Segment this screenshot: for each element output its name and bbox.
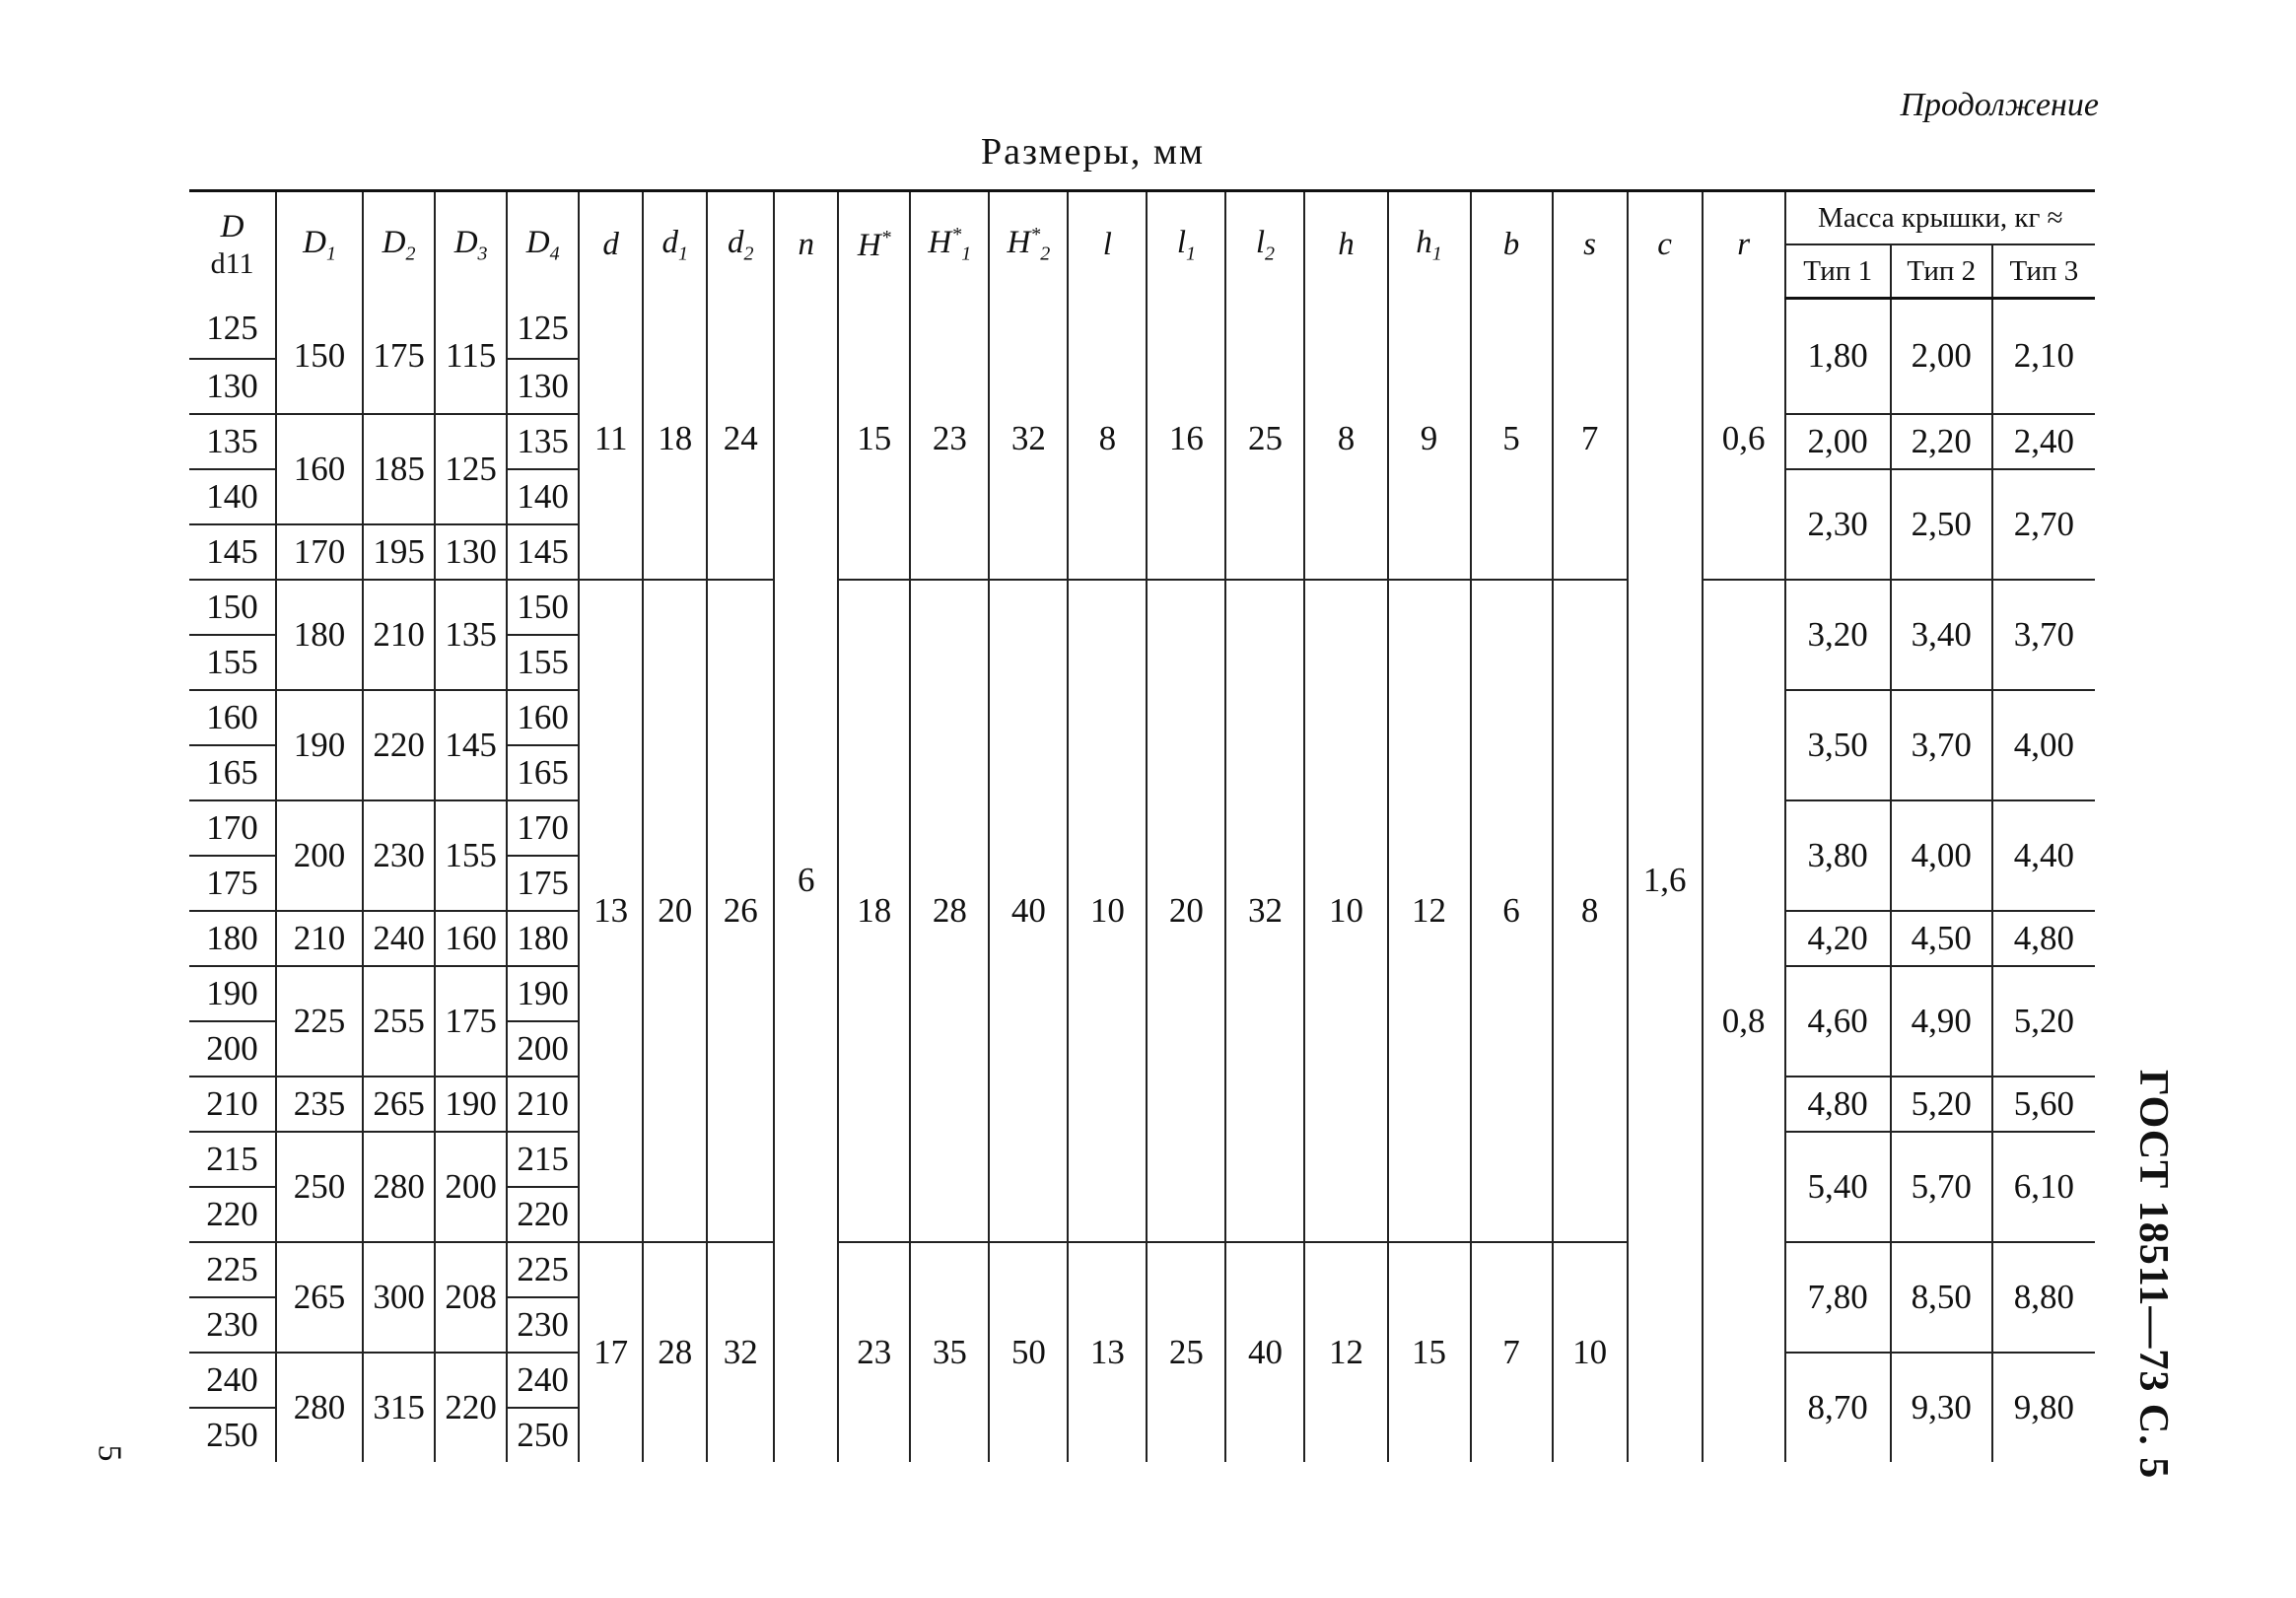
D1-cell: 150 [276, 299, 363, 414]
col-header-H2: $H^*_2$ [989, 191, 1068, 299]
D-cell: 215 [189, 1132, 276, 1187]
D4-cell: 130 [507, 359, 579, 414]
D3-cell: 155 [435, 800, 507, 911]
D-cell: 210 [189, 1077, 276, 1132]
D1-cell: 200 [276, 800, 363, 911]
D3-cell: 145 [435, 690, 507, 800]
d-cell: 17 [579, 1242, 643, 1462]
mass-type3-cell: 4,00 [1992, 690, 2095, 800]
mass-type2-cell: 4,00 [1891, 800, 1992, 911]
l-cell: 10 [1068, 580, 1147, 1242]
D4-cell: 170 [507, 800, 579, 856]
D-cell: 145 [189, 524, 276, 580]
D2-cell: 265 [363, 1077, 435, 1132]
D4-cell: 145 [507, 524, 579, 580]
mass-type2-cell: 9,30 [1891, 1353, 1992, 1462]
l-cell: 8 [1068, 299, 1147, 580]
col-header-n: n [774, 191, 838, 299]
d2-cell: 24 [707, 299, 774, 580]
D1-cell: 235 [276, 1077, 363, 1132]
col-header-H1: $H^*_1$ [910, 191, 989, 299]
d-cell: 13 [579, 580, 643, 1242]
l2-cell: 32 [1225, 580, 1304, 1242]
D3-cell: 220 [435, 1353, 507, 1462]
mass-type3-cell: 5,20 [1992, 966, 2095, 1077]
l1-cell: 25 [1147, 1242, 1225, 1462]
mass-type3-cell: 4,80 [1992, 911, 2095, 966]
col-header-D4: $D_4$ [507, 191, 579, 299]
D4-cell: 230 [507, 1297, 579, 1353]
l2-cell: 40 [1225, 1242, 1304, 1462]
H2-cell: 32 [989, 299, 1068, 580]
continuation-label: Продолжение [1900, 87, 2099, 123]
mass-type1-cell: 3,20 [1785, 580, 1891, 690]
D-cell: 125 [189, 299, 276, 359]
D-cell: 155 [189, 635, 276, 690]
D4-cell: 180 [507, 911, 579, 966]
D4-cell: 200 [507, 1021, 579, 1077]
b-cell: 6 [1471, 580, 1553, 1242]
H-cell: 23 [838, 1242, 910, 1462]
D1-cell: 210 [276, 911, 363, 966]
table-caption: Размеры, мм [981, 131, 1206, 173]
H-cell: 18 [838, 580, 910, 1242]
b-cell: 5 [1471, 299, 1553, 580]
col-header-b: b [1471, 191, 1553, 299]
mass-type2-cell: 2,00 [1891, 299, 1992, 414]
D4-cell: 215 [507, 1132, 579, 1187]
l1-cell: 20 [1147, 580, 1225, 1242]
mass-type3-cell: 2,10 [1992, 299, 2095, 414]
h-cell: 12 [1304, 1242, 1387, 1462]
D2-cell: 185 [363, 414, 435, 524]
D4-cell: 140 [507, 469, 579, 524]
D3-cell: 160 [435, 911, 507, 966]
d2-cell: 32 [707, 1242, 774, 1462]
D-cell: 250 [206, 1415, 258, 1454]
col-header-d1: $d_1$ [643, 191, 707, 299]
D4-cell: 220 [507, 1187, 579, 1242]
mass-type2-cell: 3,40 [1891, 580, 1992, 690]
d1-cell: 20 [643, 580, 707, 1242]
D-cell: 175 [189, 856, 276, 911]
mass-type1-cell: 3,50 [1785, 690, 1891, 800]
mass-type3-cell: 8,80 [1992, 1242, 2095, 1353]
D-cell: 220 [189, 1187, 276, 1242]
D4-cell: 160 [507, 690, 579, 745]
r-cell: 0,8 [1703, 580, 1785, 1462]
d-cell: 11 [579, 299, 643, 580]
h1-cell: 9 [1388, 299, 1471, 580]
mass-type2-cell: 5,70 [1891, 1132, 1992, 1242]
D-cell: 170 [189, 800, 276, 856]
col-header-D1: $D_1$ [276, 191, 363, 299]
col-header-l: l [1068, 191, 1147, 299]
col-header-l2: $l_2$ [1225, 191, 1304, 299]
D4-cell: 210 [507, 1077, 579, 1132]
D-cell: 200 [189, 1021, 276, 1077]
D3-cell: 125 [435, 414, 507, 524]
c-cell: 1,6 [1628, 299, 1703, 1462]
col-header-type2: Тип 2 [1891, 244, 1992, 299]
h1-cell: 15 [1388, 1242, 1471, 1462]
D3-cell: 208 [435, 1242, 507, 1353]
mass-type2-cell: 8,50 [1891, 1242, 1992, 1353]
H-cell: 15 [838, 299, 910, 580]
D4-cell: 150 [507, 580, 579, 635]
D-cell: 165 [189, 745, 276, 800]
d1-cell: 18 [643, 299, 707, 580]
D3-cell: 115 [435, 299, 507, 414]
l1-cell: 16 [1147, 299, 1225, 580]
D3-cell: 135 [435, 580, 507, 690]
H1-cell: 35 [910, 1242, 989, 1462]
col-header-D: D d11 [189, 191, 276, 299]
page-number: 5 [91, 1444, 128, 1462]
D-cell: 190 [189, 966, 276, 1021]
D2-cell: 220 [363, 690, 435, 800]
D3-cell: 130 [435, 524, 507, 580]
h-cell: 8 [1304, 299, 1387, 580]
mass-type1-cell: 4,60 [1785, 966, 1891, 1077]
mass-type3-cell: 4,40 [1992, 800, 2095, 911]
l-cell: 13 [1068, 1242, 1147, 1462]
col-header-mass: Масса крышки, кг ≈ [1785, 191, 2095, 245]
table-row [189, 299, 2095, 359]
D2-cell: 280 [363, 1132, 435, 1242]
mass-type2-cell: 4,90 [1891, 966, 1992, 1077]
D-cell: 140 [189, 469, 276, 524]
D1-cell: 225 [276, 966, 363, 1077]
D-cell: 230 [189, 1297, 276, 1353]
mass-type1-cell: 2,00 [1785, 414, 1891, 469]
mass-type3-cell: 6,10 [1992, 1132, 2095, 1242]
D-cell: 225 [189, 1242, 276, 1297]
D4-cell: 135 [507, 414, 579, 469]
col-header-l1: $l_1$ [1147, 191, 1225, 299]
mass-type1-cell: 4,20 [1785, 911, 1891, 966]
D-cell: 180 [189, 911, 276, 966]
D4-cell: 125 [507, 299, 579, 359]
col-header-d2: $d_2$ [707, 191, 774, 299]
D4-cell: 155 [507, 635, 579, 690]
col-header-h: h [1304, 191, 1387, 299]
D2-cell: 175 [363, 299, 435, 414]
D3-cell: 200 [435, 1132, 507, 1242]
mass-type3-cell: 3,70 [1992, 580, 2095, 690]
s-cell: 7 [1553, 299, 1628, 580]
D2-cell: 230 [363, 800, 435, 911]
H2-cell: 50 [989, 1242, 1068, 1462]
n-cell: 6 [774, 299, 838, 1462]
col-header-type3: Тип 3 [1992, 244, 2095, 299]
D2-cell: 300 [363, 1242, 435, 1353]
document-title: ГОСТ 18511—73 С. 5 [2130, 1070, 2176, 1480]
col-header-type1: Тип 1 [1785, 244, 1891, 299]
d1-cell: 28 [643, 1242, 707, 1462]
D4-cell: 225 [507, 1242, 579, 1297]
D2-cell: 195 [363, 524, 435, 580]
D2-cell: 240 [363, 911, 435, 966]
D2-cell: 210 [363, 580, 435, 690]
col-header-d: d [579, 191, 643, 299]
D1-cell: 280 [276, 1353, 363, 1462]
col-header-h1: $h_1$ [1388, 191, 1471, 299]
D4-cell: 190 [507, 966, 579, 1021]
mass-type1-cell: 8,70 [1785, 1353, 1891, 1462]
D1-cell: 180 [276, 580, 363, 690]
D4-cell: 250 [507, 1408, 579, 1462]
mass-type1-cell: 5,40 [1785, 1132, 1891, 1242]
D1-cell: 160 [276, 414, 363, 524]
r-cell: 0,6 [1703, 299, 1785, 580]
D3-cell: 190 [435, 1077, 507, 1132]
mass-type1-cell: 4,80 [1785, 1077, 1891, 1132]
col-header-s: s [1553, 191, 1628, 299]
D-cell: 240 [189, 1353, 276, 1408]
mass-type2-cell: 3,70 [1891, 690, 1992, 800]
D-cell: 150 [189, 580, 276, 635]
mass-type1-cell: 2,30 [1785, 469, 1891, 580]
D4-cell: 240 [507, 1353, 579, 1408]
D-cell: 160 [189, 690, 276, 745]
mass-type2-cell: 5,20 [1891, 1077, 1992, 1132]
b-cell: 7 [1471, 1242, 1553, 1462]
col-header-r: r [1703, 191, 1785, 299]
mass-type2-cell: 4,50 [1891, 911, 1992, 966]
mass-type3-cell: 2,40 [1992, 414, 2095, 469]
D-cell: 135 [189, 414, 276, 469]
mass-type1-cell: 3,80 [1785, 800, 1891, 911]
D-cell: 130 [189, 359, 276, 414]
mass-type2-cell: 2,50 [1891, 469, 1992, 580]
col-header-D2: $D_2$ [363, 191, 435, 299]
l2-cell: 25 [1225, 299, 1304, 580]
H1-cell: 28 [910, 580, 989, 1242]
col-header-D3: $D_3$ [435, 191, 507, 299]
s-cell: 10 [1553, 1242, 1628, 1462]
D1-cell: 170 [276, 524, 363, 580]
H2-cell: 40 [989, 580, 1068, 1242]
mass-type2-cell: 2,20 [1891, 414, 1992, 469]
D4-cell: 165 [507, 745, 579, 800]
h-cell: 10 [1304, 580, 1387, 1242]
mass-type3-cell: 5,60 [1992, 1077, 2095, 1132]
D3-cell: 175 [435, 966, 507, 1077]
col-header-c: c [1628, 191, 1703, 299]
h1-cell: 12 [1388, 580, 1471, 1242]
D2-cell: 255 [363, 966, 435, 1077]
H1-cell: 23 [910, 299, 989, 580]
dimensions-table [189, 189, 2095, 1462]
mass-type3-cell: 2,70 [1992, 469, 2095, 580]
table-row [189, 1242, 2095, 1297]
col-header-H: H* [838, 191, 910, 299]
mass-type3-cell: 9,80 [1992, 1353, 2095, 1462]
D4-cell: 175 [507, 856, 579, 911]
d2-cell: 26 [707, 580, 774, 1242]
mass-type1-cell: 1,80 [1785, 299, 1891, 414]
s-cell: 8 [1553, 580, 1628, 1242]
D1-cell: 265 [276, 1242, 363, 1353]
D2-cell: 315 [363, 1353, 435, 1462]
D1-cell: 250 [276, 1132, 363, 1242]
table-row [189, 580, 2095, 635]
D1-cell: 190 [276, 690, 363, 800]
mass-type1-cell: 7,80 [1785, 1242, 1891, 1353]
